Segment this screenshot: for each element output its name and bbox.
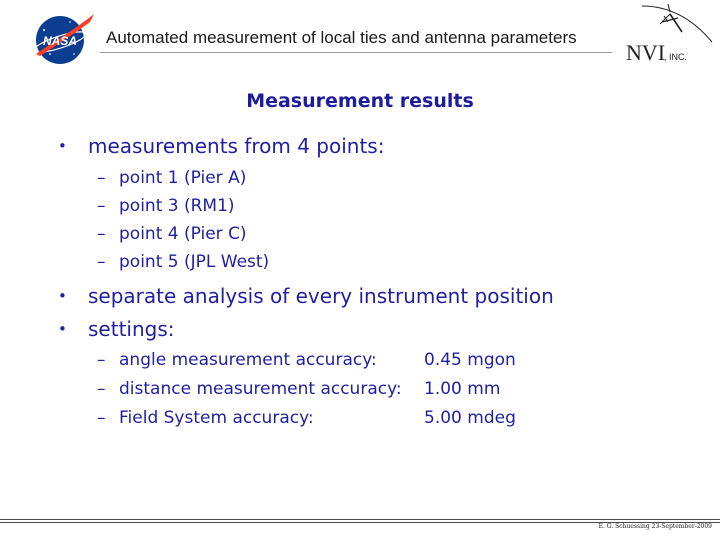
bullet-dot: • [58,320,67,338]
point-label: point 3 (RM1) [119,196,235,216]
nasa-logo-text: NASA [42,34,78,48]
point-label: point 1 (Pier A) [119,168,247,188]
slide-title: Measurement results [246,90,474,112]
header-title: Automated measurement of local ties and antenna parameters [106,28,577,47]
dash-glyph: – [97,168,106,188]
bullet-text: settings: [88,317,175,341]
point-label: point 4 (Pier C) [119,224,247,244]
bullet-text: separate analysis of every instrument position [88,284,554,308]
setting-value: 5.00 mdeg [424,408,516,428]
bullet-dot: • [58,137,67,155]
dash-glyph: – [97,252,106,272]
nvi-logo-icon [612,2,716,72]
footer-author-date: E. G. Schuessing 23-September-2009 [598,523,712,530]
dash-glyph: – [97,379,106,399]
bullet-text: measurements from 4 points: [88,134,385,158]
dash-glyph: – [97,350,106,370]
header-divider [100,52,612,53]
setting-label: distance measurement accuracy: [119,379,402,399]
dash-glyph: – [97,196,106,216]
setting-value: 1.00 mm [424,379,501,399]
dash-glyph: – [97,224,106,244]
bullet-dot: • [58,287,67,305]
footer-divider [0,519,720,520]
setting-label: angle measurement accuracy: [119,350,377,370]
nasa-logo-icon [30,10,96,66]
nvi-logo-text: NVI [626,40,666,65]
setting-label: Field System accuracy: [119,408,314,428]
point-label: point 5 (JPL West) [119,252,270,272]
nvi-logo-suffix: , INC. [664,52,688,62]
setting-value: 0.45 mgon [424,350,516,370]
dash-glyph: – [97,408,106,428]
